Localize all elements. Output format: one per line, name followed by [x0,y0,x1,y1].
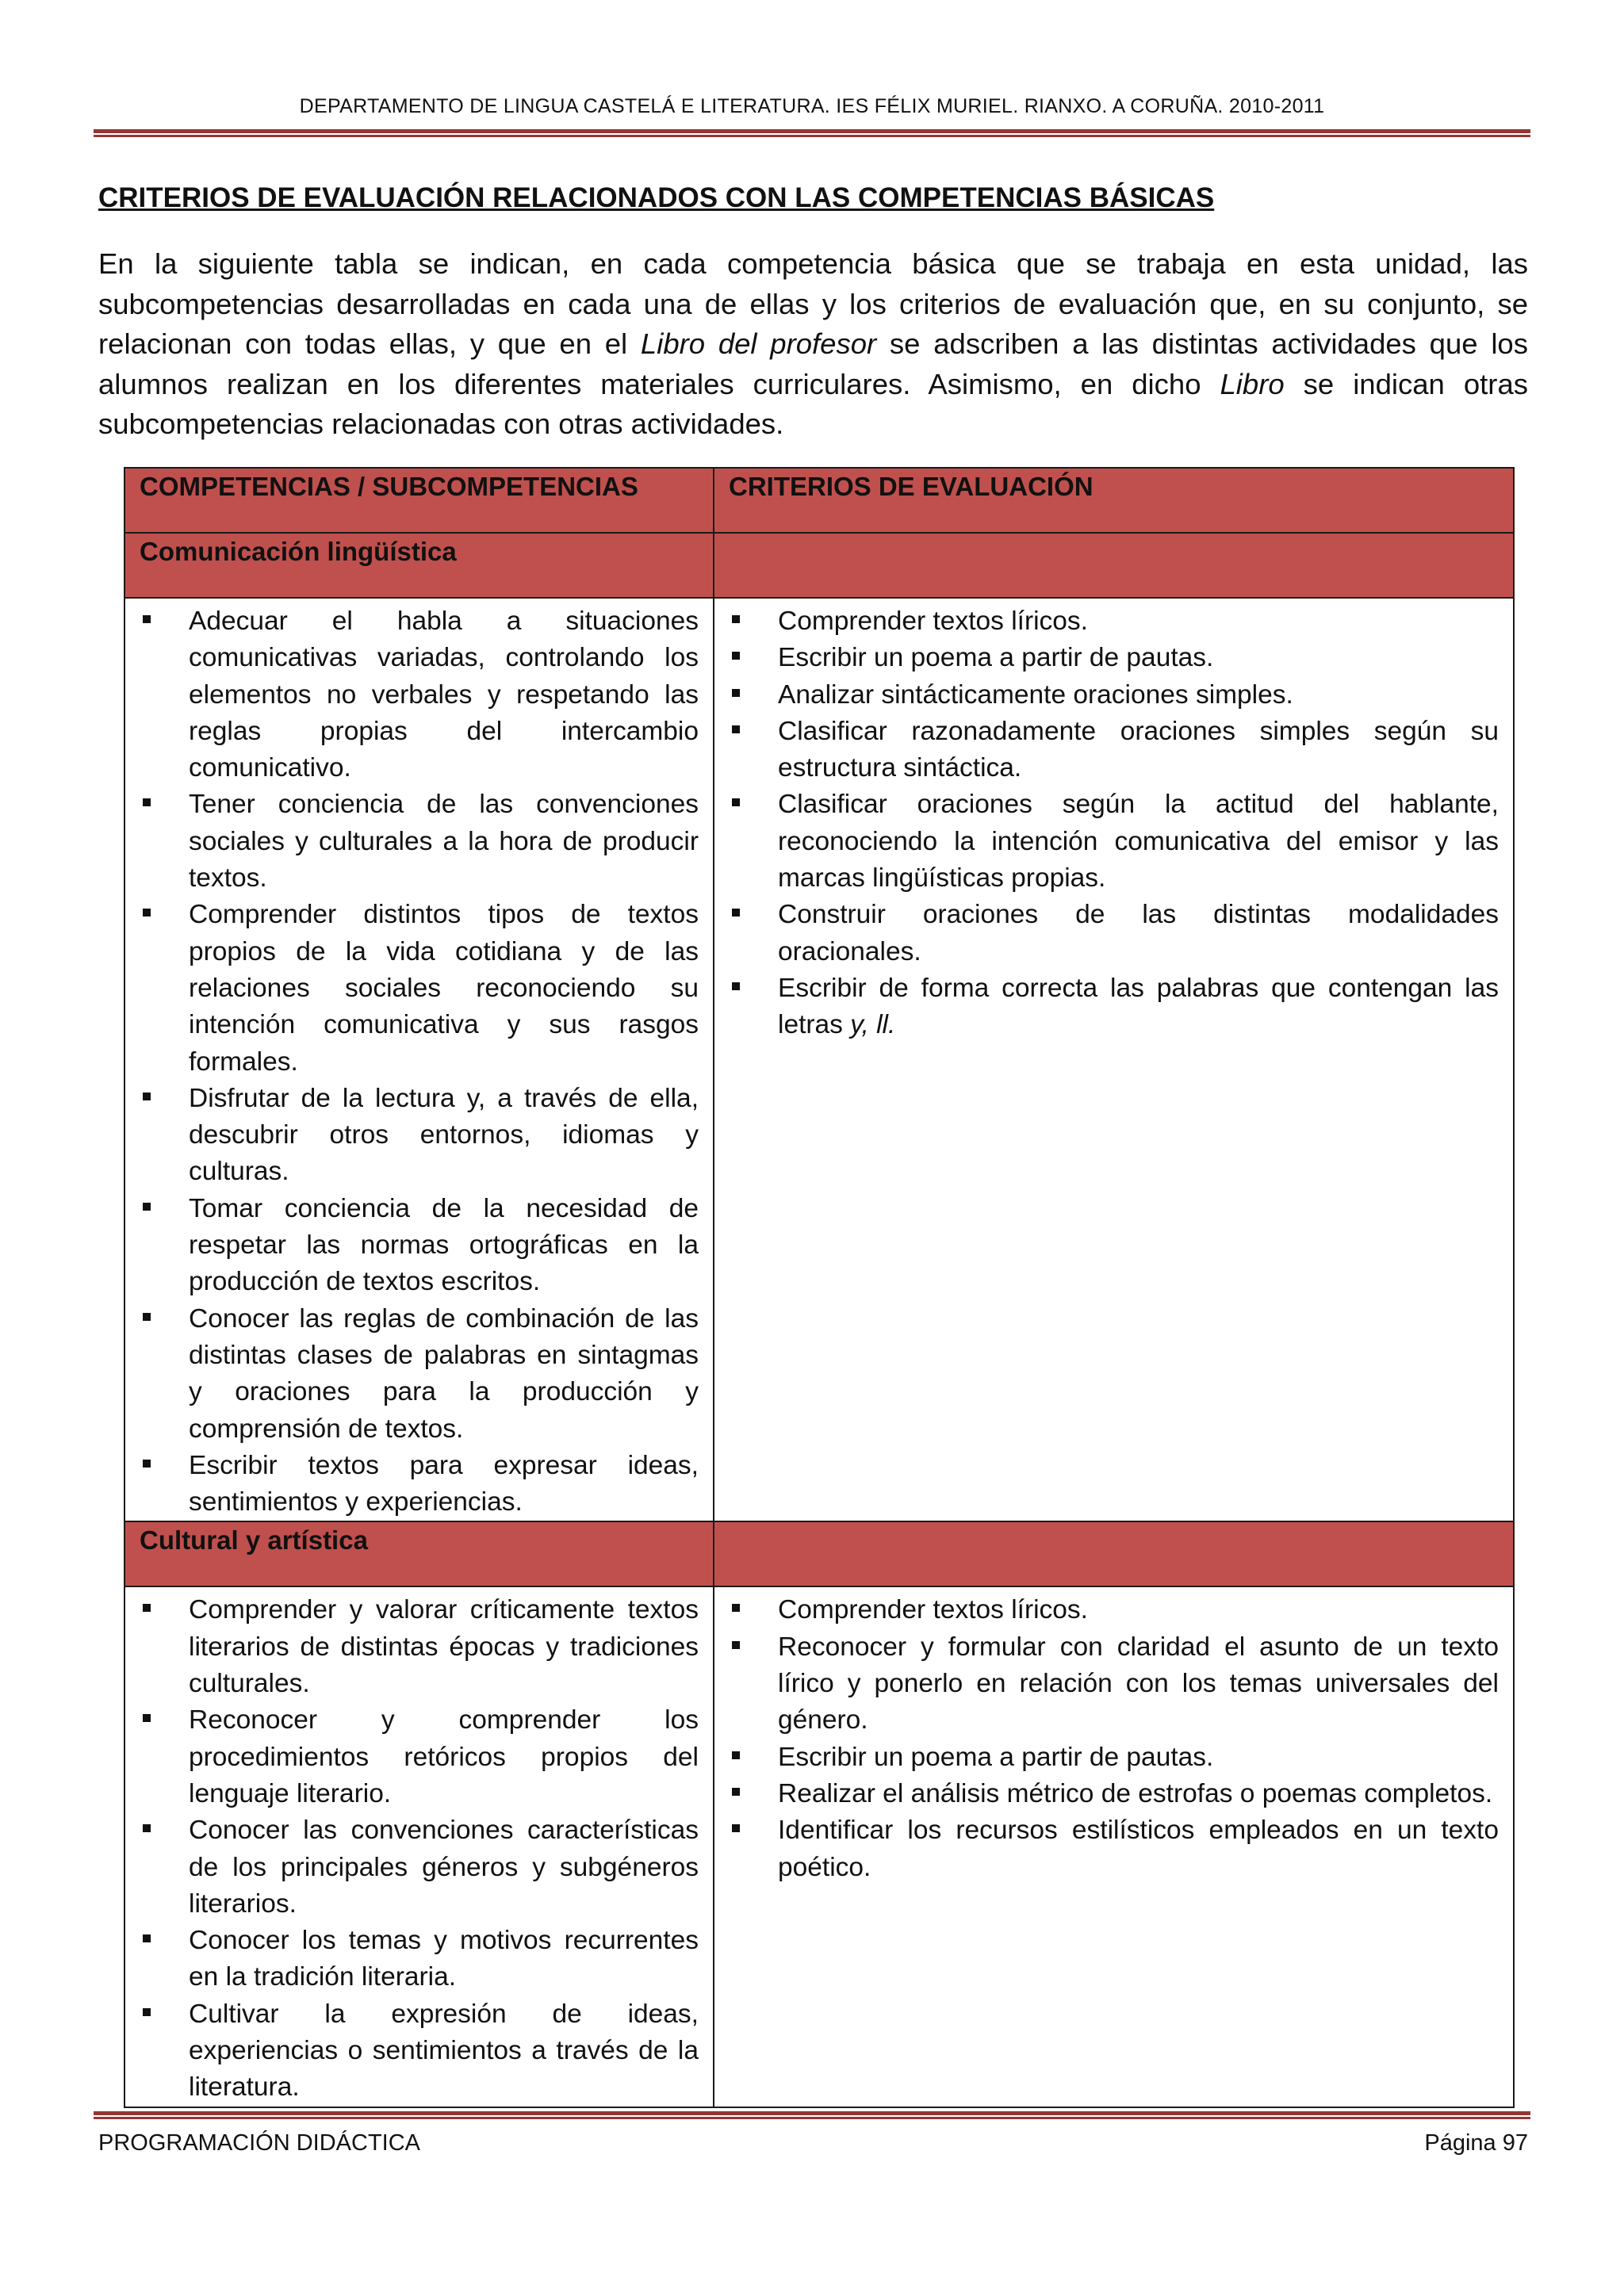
list-item: Tener conciencia de las convenciones sociales y culturales a la hora de producir textos. [125,786,699,897]
section-body-comunicacion [124,598,1514,1521]
header-cell-criterios: CRITERIOS DE EVALUACIÓN [714,468,1514,533]
subcompetencias-list [125,1587,713,2106]
footer-rule [94,2111,1530,2119]
subcompetencias-cell [124,598,714,1521]
running-header: DEPARTAMENTO DE LINGUA CASTELÁ E LITERATURA. IES FÉLIX MURIEL. RIANXO. A CORUÑA. 2010-2011 [299,95,1325,117]
list-item: Comprender textos líricos. [714,1592,1499,1628]
section-empty-cell [714,533,1514,598]
list-item: Comprender distintos tipos de textos propios de la vida cotidiana y de las relaciones sociales reconociendo su intención comunicativa y sus rasgos formales. [125,897,699,1080]
page-number: Página 97 [1424,2130,1528,2156]
list-item: Escribir textos para expresar ideas, sentimientos y experiencias. [125,1448,699,1521]
subcompetencias-list [125,599,713,1521]
list-item: Conocer los temas y motivos recurrentes en la tradición literaria. [125,1923,699,1996]
list-item: Conocer las reglas de combinación de las distintas clases de palabras en sintagmas y oraciones para la producción y comprensión de textos. [125,1301,699,1448]
list-item: Disfrutar de la lectura y, a través de ella, descubrir otros entornos, idiomas y culturas. [125,1081,699,1191]
list-item: Identificar los recursos estilísticos empleados en un texto poético. [714,1812,1499,1886]
section-name-cell: Cultural y artística [124,1521,714,1586]
footer-doc-title: PROGRAMACIÓN DIDÁCTICA [98,2130,421,2156]
list-item: Conocer las convenciones características de los principales géneros y subgéneros literarios. [125,1812,699,1923]
italic-letters: y, ll. [850,1010,896,1040]
header-rule [94,129,1530,137]
section-body-cultural [124,1586,1514,2107]
table-header-row [124,468,1514,533]
list-item: Cultivar la expresión de ideas, experiencias o sentimientos a través de la literatura. [125,1996,699,2107]
list-item: Reconocer y formular con claridad el asunto de un texto lírico y ponerlo en relación con los temas universales del género. [714,1629,1499,1739]
list-item: Escribir un poema a partir de pautas. [714,640,1499,676]
list-item: Reconocer y comprender los procedimientos retóricos propios del lenguaje literario. [125,1702,699,1812]
list-item: Tomar conciencia de la necesidad de respetar las normas ortográficas en la producción de textos escritos. [125,1191,699,1301]
criterios-cell [714,598,1514,1521]
list-item: Clasificar oraciones según la actitud del hablante, reconociendo la intención comunicativa del emisor y las marcas lingüísticas propias. [714,786,1499,897]
section-name-cell: Comunicación lingüística [124,533,714,598]
criterios-cell [714,1586,1514,2107]
list-item: Escribir un poema a partir de pautas. [714,1739,1499,1776]
intro-italic-libro-profesor: Libro del profesor [640,327,877,360]
list-item: Comprender textos líricos. [714,603,1499,640]
competencias-table [124,467,1515,2108]
list-item: Analizar sintácticamente oraciones simples. [714,677,1499,714]
list-item: Escribir de forma correcta las palabras que contengan las letras y, ll. [714,970,1499,1044]
criterios-list [714,599,1513,1044]
header-cell-competencias: COMPETENCIAS / SUBCOMPETENCIAS [124,468,714,533]
section-empty-cell [714,1521,1514,1586]
intro-italic-libro: Libro [1220,367,1285,400]
section-row-comunicacion [124,533,1514,598]
section-row-cultural [124,1521,1514,1586]
list-item: Clasificar razonadamente oraciones simples según su estructura sintáctica. [714,714,1499,787]
list-item: Adecuar el habla a situaciones comunicativas variadas, controlando los elementos no verbales y respetando las reglas propias del intercambio comunicativo. [125,603,699,786]
list-item: Comprender y valorar críticamente textos literarios de distintas épocas y tradiciones culturales. [125,1592,699,1702]
list-item: Construir oraciones de las distintas modalidades oracionales. [714,897,1499,970]
list-item: Realizar el análisis métrico de estrofas o poemas completos. [714,1776,1499,1812]
criterios-list [714,1587,1513,1885]
section-title: CRITERIOS DE EVALUACIÓN RELACIONADOS CON LAS COMPETENCIAS BÁSICAS [98,182,1215,213]
intro-paragraph: En la siguiente tabla se indican, en cada competencia básica que se trabaja en esta unidad, las subcompetencias desarrolladas en cada una de ellas y los criterios de evaluación que, en su conjunto, se relacionan con todas ellas, y que en el Libro del profesor se adscriben a las distintas actividades que los alumnos realizan en los diferentes materiales curriculares. Asimismo, en dicho Libro se indican otras subcompetencias relacionadas con otras actividades. [98,247,1528,440]
subcompetencias-cell [124,1586,714,2107]
